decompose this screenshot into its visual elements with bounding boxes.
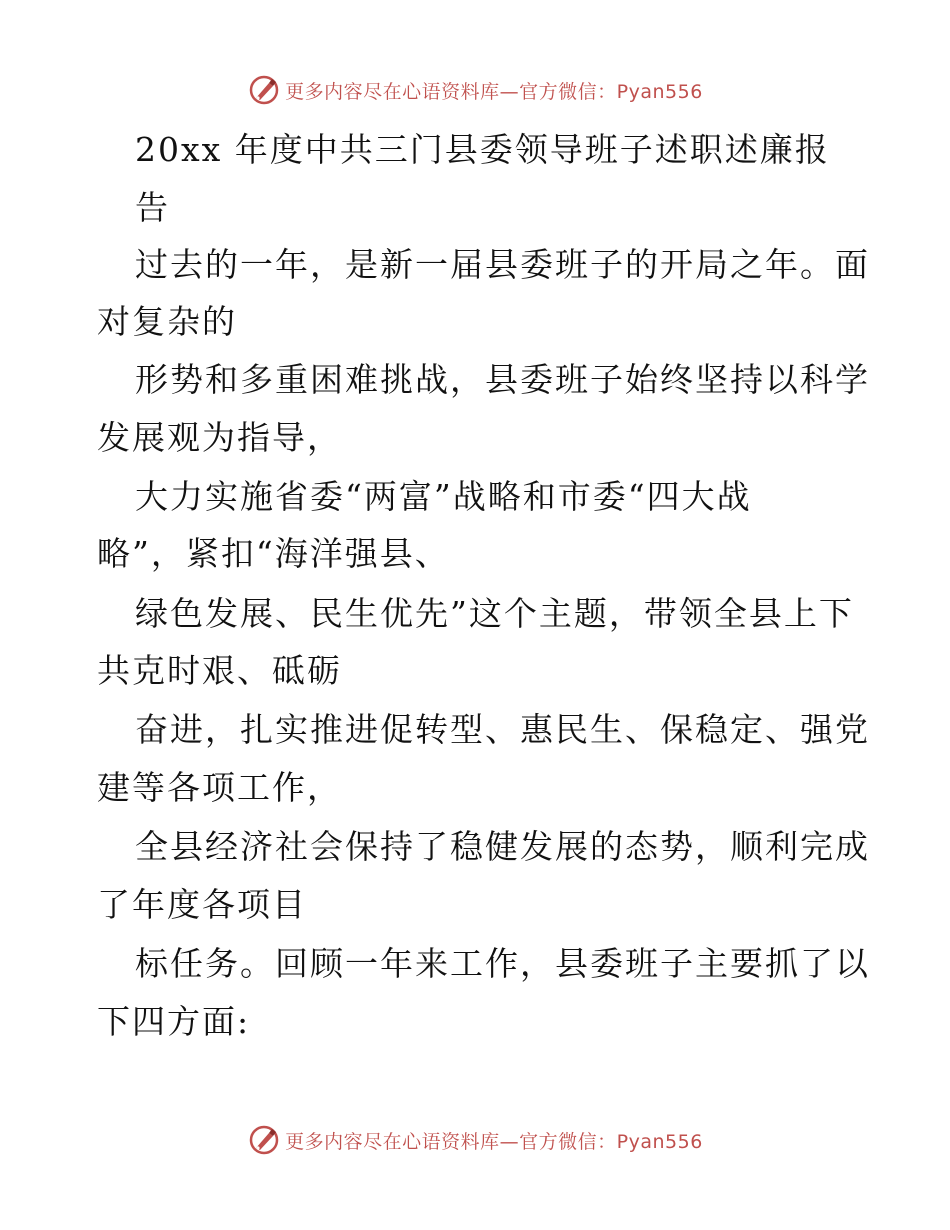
paragraph-line: 标任务。回顾一年来工作，县委班子主要抓了以 — [135, 944, 870, 983]
document-title-line-2: 告 — [135, 188, 170, 227]
pen-logo-icon — [247, 1123, 281, 1157]
paragraph-line: 绿色发展、民生优先”这个主题，带领全县上下 — [135, 594, 854, 633]
paragraph-line: 全县经济社会保持了稳健发展的态势，顺利完成 — [135, 827, 870, 866]
paragraph-line: 下四方面: — [97, 1002, 251, 1041]
paragraph-line: 建等各项工作， — [97, 768, 342, 807]
header-banner-text: 更多内容尽在心语资料库—官方微信：Pyan556 — [285, 80, 703, 103]
footer-banner — [0, 1120, 950, 1160]
document-title-line-1: 20xx 年度中共三门县委领导班子述职述廉报 — [135, 130, 830, 169]
paragraph-line: 过去的一年，是新一届县委班子的开局之年。面 — [135, 245, 870, 284]
paragraph-line: 共克时艰、砥砺 — [97, 651, 342, 690]
paragraph-line: 形势和多重困难挑战，县委班子始终坚持以科学 — [135, 360, 870, 399]
footer-banner-text: 更多内容尽在心语资料库—官方微信：Pyan556 — [285, 1130, 703, 1153]
paragraph-line: 奋进，扎实推进促转型、惠民生、保稳定、强党 — [135, 710, 870, 749]
header-banner — [0, 70, 950, 110]
pen-logo-icon — [247, 73, 281, 107]
paragraph-line: 略”，紧扣“海洋强县、 — [97, 534, 450, 573]
paragraph-line: 发展观为指导， — [97, 418, 342, 457]
paragraph-line: 大力实施省委“两富”战略和市委“四大战 — [135, 477, 752, 516]
paragraph-line: 对复杂的 — [97, 302, 237, 341]
paragraph-line: 了年度各项目 — [97, 885, 307, 924]
